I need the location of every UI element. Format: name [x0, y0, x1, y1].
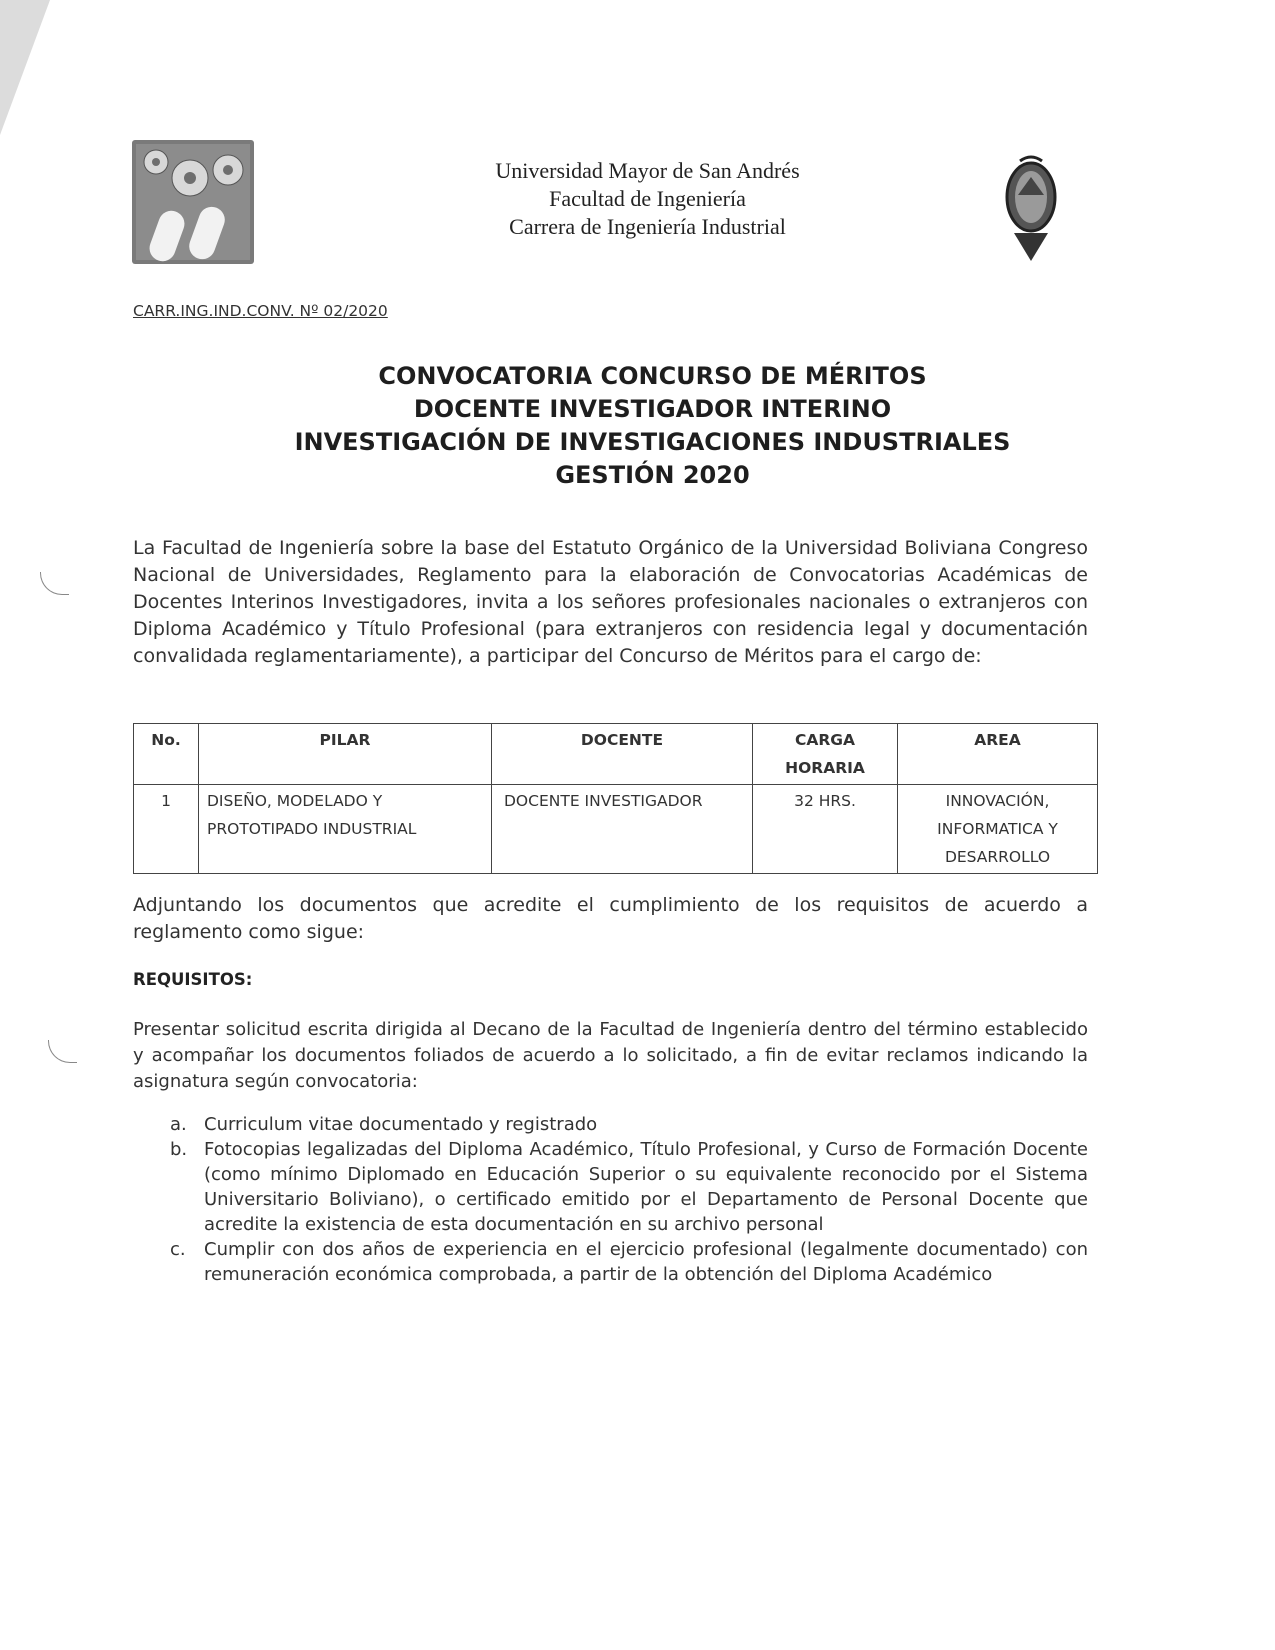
title-line: CONVOCATORIA CONCURSO DE MÉRITOS	[378, 362, 927, 390]
cell-carga-horaria: 32 HRS.	[753, 785, 898, 874]
punch-hole-mark	[48, 1040, 77, 1063]
intro-paragraph: La Facultad de Ingeniería sobre la base del Estatuto Orgánico de la Universidad Boliviana Congreso Nacional de Universidades, Reglamento para la elaboración de Convocatorias Académicas de Docentes Interinos Investigadores, invita a los señores profesionales nacionales o extranjeros con Diploma Académico y Título Profesional (para extranjeros con residencia legal y documentación convalidada reglamentariamente), a participar del Concurso de Méritos para el cargo de:	[133, 537, 1088, 667]
column-header-no: No.	[134, 724, 199, 785]
university-seal-icon	[1000, 155, 1062, 265]
university-name: Universidad Mayor de San Andrés	[495, 158, 800, 183]
title-line: INVESTIGACIÓN DE INVESTIGACIONES INDUSTRIALES	[294, 428, 1011, 456]
list-item-text: Curriculum vitae documentado y registrado	[204, 1114, 598, 1135]
requisitos-list	[168, 1112, 1088, 1287]
attach-paragraph: Adjuntando los documentos que acredite el cumplimiento de los requisitos de acuerdo a reglamento como sigue:	[133, 894, 1088, 943]
list-item	[168, 1112, 1088, 1137]
list-marker: b.	[170, 1139, 188, 1160]
list-item-text: Fotocopias legalizadas del Diploma Académico, Título Profesional, y Curso de Formación Docente (como mínimo Diplomado en Educación Superior o su equivalente reconocido por el Sistema Universitario Boliviano), o certificado emitido por el Departamento de Personal Docente que acredite la existencia de esta documentación en su archivo personal	[204, 1139, 1088, 1235]
convocatoria-number: CARR.ING.IND.CONV. Nº 02/2020	[133, 302, 388, 320]
title-line: DOCENTE INVESTIGADOR INTERINO	[413, 395, 892, 423]
institution-header	[0, 157, 1275, 241]
cell-docente: DOCENTE INVESTIGADOR	[492, 785, 753, 874]
column-header-area: AREA	[898, 724, 1098, 785]
list-item	[168, 1237, 1088, 1287]
list-item-text: Cumplir con dos años de experiencia en el ejercicio profesional (legalmente documentado) con remuneración económica comprobada, a partir de la obtención del Diploma Académico	[204, 1239, 1088, 1285]
table-header-row	[134, 724, 1098, 785]
punch-hole-mark	[40, 572, 69, 595]
title-line: GESTIÓN 2020	[555, 461, 750, 489]
table-row	[134, 785, 1098, 874]
list-marker: a.	[170, 1114, 187, 1135]
requisitos-heading: REQUISITOS:	[133, 970, 253, 989]
career-name: Carrera de Ingeniería Industrial	[509, 214, 786, 239]
cell-area: INNOVACIÓN, INFORMATICA Y DESARROLLO	[898, 785, 1098, 874]
position-table	[133, 723, 1098, 874]
requisitos-intro-paragraph: Presentar solicitud escrita dirigida al Decano de la Facultad de Ingeniería dentro del término establecido y acompañar los documentos foliados de acuerdo a lo solicitado, a fin de evitar reclamos indicando la asignatura según convocatoria:	[133, 1019, 1088, 1092]
document-title	[0, 360, 1275, 492]
cell-pilar: DISEÑO, MODELADO Y PROTOTIPADO INDUSTRIAL	[199, 785, 492, 874]
faculty-name: Facultad de Ingeniería	[549, 186, 746, 211]
cell-no: 1	[134, 785, 199, 874]
column-header-docente: DOCENTE	[492, 724, 753, 785]
column-header-carga-horaria: CARGA HORARIA	[753, 724, 898, 785]
page-corner-fold	[0, 0, 50, 135]
column-header-pilar: PILAR	[199, 724, 492, 785]
list-marker: c.	[170, 1239, 186, 1260]
list-item	[168, 1137, 1088, 1237]
